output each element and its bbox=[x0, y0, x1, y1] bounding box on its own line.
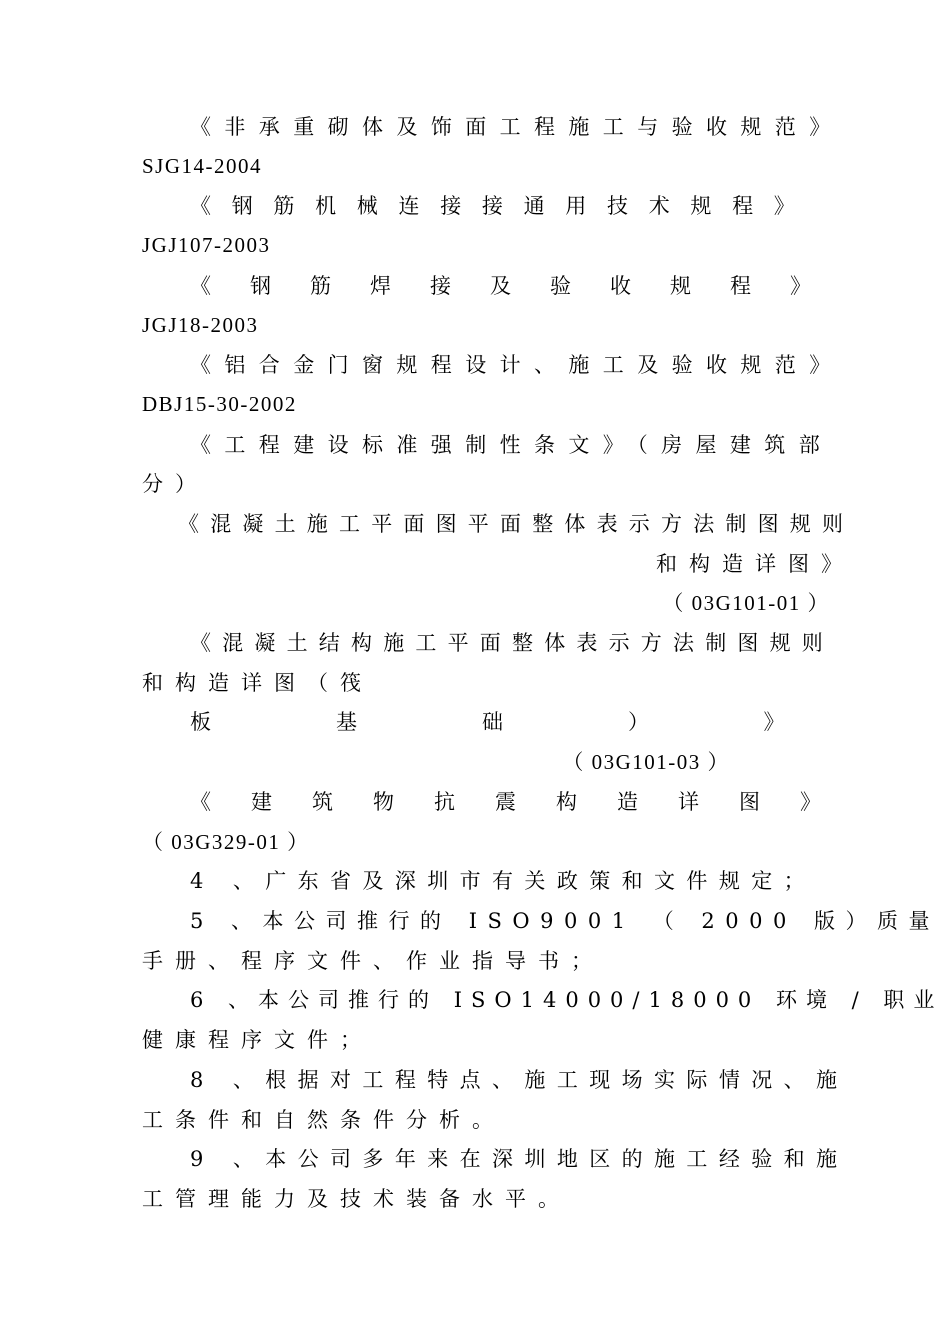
line-text: 《非承重砌体及饰面工程施工与验收规范》 bbox=[190, 115, 844, 139]
line-text: JGJ18-2003 bbox=[142, 313, 259, 337]
line-text: 《钢筋机械连接接通用技术规程》 bbox=[190, 194, 816, 218]
line-text: DBJ15-30-2002 bbox=[142, 392, 297, 416]
line-text: 《混凝土结构施工平面整体表示方法制图规则 bbox=[190, 631, 834, 655]
line-text: 健康程序文件； bbox=[142, 1028, 373, 1052]
standard-code-line bbox=[142, 389, 854, 419]
reference-title-line bbox=[178, 509, 854, 539]
standard-code-line bbox=[142, 230, 854, 260]
line-text: 《建筑物抗震构造详图》 bbox=[190, 790, 861, 814]
list-item-line bbox=[190, 985, 944, 1015]
continuation-line bbox=[142, 1184, 854, 1214]
list-item-line bbox=[190, 906, 941, 936]
line-text: SJG14-2004 bbox=[142, 154, 263, 178]
line-text: 9 、本公司多年来在深圳地区的施工经验和施 bbox=[190, 1147, 849, 1171]
line-text: 6 、本公司推行的 ISO14000/18000 环境 / 职业 bbox=[190, 988, 944, 1012]
line-text: 和构造详图》 bbox=[656, 552, 854, 576]
line-text: 工条件和自然条件分析。 bbox=[142, 1108, 505, 1132]
reference-title-line bbox=[190, 350, 854, 380]
continuation-line bbox=[142, 549, 854, 579]
standard-code-line bbox=[142, 310, 854, 340]
reference-title-line bbox=[190, 787, 861, 817]
line-text: JGJ107-2003 bbox=[142, 233, 271, 257]
line-text: （ 03G101-01 ） bbox=[662, 591, 830, 615]
line-text: （ 03G101-03 ） bbox=[562, 750, 730, 774]
line-text: 板基础）》 bbox=[190, 710, 910, 734]
line-text: 工管理能力及技术装备水平。 bbox=[142, 1187, 571, 1211]
standard-code-line bbox=[142, 151, 854, 181]
line-text: 和构造详图（筏 bbox=[142, 671, 373, 695]
reference-title-line bbox=[190, 628, 854, 658]
line-text: 8 、根据对工程特点、施工现场实际情况、施 bbox=[190, 1068, 849, 1092]
continuation-line bbox=[142, 668, 854, 698]
line-text: 分） bbox=[142, 472, 208, 496]
line-text: 《混凝土施工平面图平面整体表示方法制图规则 bbox=[178, 512, 855, 536]
reference-title-line bbox=[190, 430, 854, 460]
line-text: 《钢筋焊接及验收规程》 bbox=[190, 274, 850, 298]
list-item-line bbox=[190, 1065, 854, 1095]
line-text: 5 、本公司推行的 ISO9001 （ 2000 版）质量 bbox=[190, 909, 941, 933]
standard-code-line bbox=[142, 588, 854, 618]
continuation-line bbox=[142, 469, 854, 499]
reference-title-line bbox=[190, 271, 854, 301]
line-text: 手册、程序文件、作业指导书； bbox=[142, 949, 604, 973]
continuation-line bbox=[190, 707, 910, 737]
line-text: 4 、广东省及深圳市有关政策和文件规定； bbox=[190, 869, 817, 893]
standard-code-line bbox=[142, 827, 854, 857]
standard-code-line bbox=[142, 747, 854, 777]
continuation-line bbox=[142, 1105, 854, 1135]
reference-title-line bbox=[190, 191, 854, 221]
continuation-line bbox=[142, 1025, 854, 1055]
line-text: 《铝合金门窗规程设计、施工及验收规范》 bbox=[190, 353, 844, 377]
reference-title-line bbox=[190, 112, 854, 142]
continuation-line bbox=[142, 946, 854, 976]
list-item-line bbox=[190, 866, 854, 896]
line-text: （ 03G329-01 ） bbox=[142, 830, 310, 854]
line-text: 《工程建设标准强制性条文》（房屋建筑部 bbox=[190, 433, 834, 457]
list-item-line bbox=[190, 1144, 854, 1174]
